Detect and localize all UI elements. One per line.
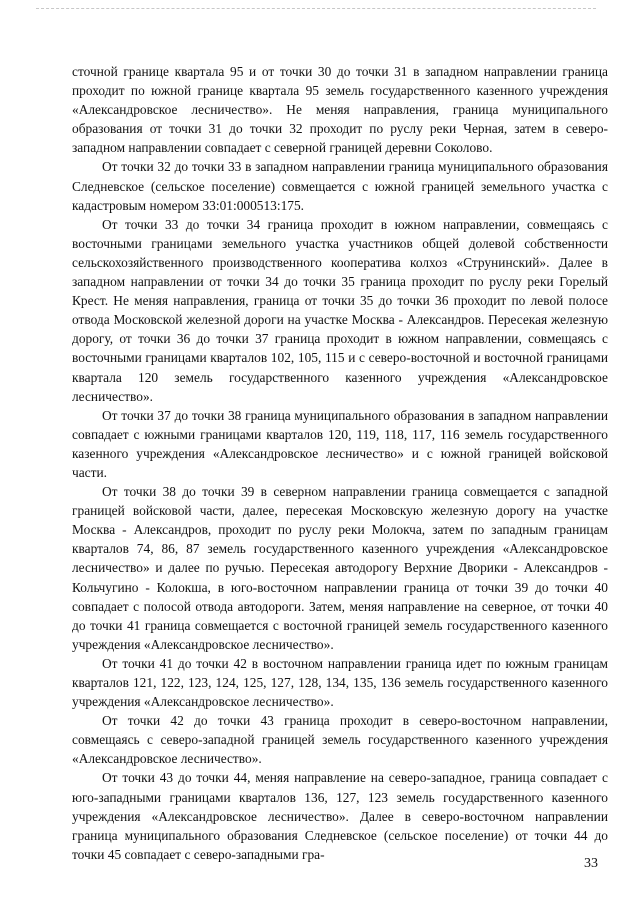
paragraph-2: От точки 32 до точки 33 в западном направлении граница муниципального образования Следневское (сельское поселение) совмещается с южной границей земельного участка с кадастровым номером 33:01:000513:175.: [72, 159, 608, 213]
paragraph-7: От точки 42 до точки 43 граница проходит в северо-восточном направлении, совмещаясь с северо-западной границей земель государственного казенного учреждения «Александровское лесничество».: [72, 713, 608, 767]
paragraph-4: От точки 37 до точки 38 граница муниципального образования в западном направлении совпадает с южными границами кварталов 120, 119, 118, 117, 116 земель государственного казенного учреждения «Александровское лесничество» и с южной границей войсковой части.: [72, 407, 608, 480]
paragraph-1: сточной границе квартала 95 и от точки 30 до точки 31 в западном направлении граница проходит по южной границе квартала 95 земель государственного казенного учреждения «Александровское лесничество». Не меняя направления, граница муниципального образования от точки 31 до точки 32 проходит по руслу реки Черная, затем в северо-западном направлении совпадает с северной границей деревни Соколово.: [72, 64, 608, 156]
body-text: [72, 62, 608, 864]
paragraph-8: От точки 43 до точки 44, меняя направление на северо-западное, граница совпадает с юго-западными границами кварталов 136, 127, 123 земель государственного казенного учреждения «Александровское лесничество». Далее в северо-восточном направлении граница муниципального образования Следневское (сельское поселение) от точки 44 до точки 45 совпадает с северо-западными гра-: [72, 770, 608, 862]
paragraph-5: От точки 38 до точки 39 в северном направлении граница совмещается с западной границей войсковой части, далее, пересекая Московскую железную дорогу на участке Москва - Александров, проходит по руслу реки Молокча, затем по западным границам кварталов 74, 86, 87 земель государственного казенного учреждения «Александровское лесничество» и далее по ручью. Пересекая автодорогу Верхние Дворики - Александров - Кольчугино - Колокша, в юго-восточном направлении граница от точки 39 до точки 40 совпадает с полосой отвода автодороги. Затем, меняя направление на северное, от точки 40 до точки 41 граница совмещается с восточной границей земель государственного казенного учреждения «Александровское лесничество».: [72, 484, 608, 652]
scan-top-edge: [36, 8, 596, 9]
paragraph-3: От точки 33 до точки 34 граница проходит в южном направлении, совмещаясь с восточными границами земельного участка участников общей долевой собственности сельскохозяйственного производственного кооператива колхоз «Струнинский». Далее в западном направлении от точки 34 до точки 35 граница проходит по руслу реки Горелый Крест. Не меняя направления, граница от точки 35 до точки 36 проходит по левой полосе отвода Московской железной дороги на участке Москва - Александров. Пересекая железную дорогу, от точки 36 до точки 37 граница проходит в южном направлении, совмещаясь с восточными границами кварталов 102, 105, 115 и с северо-восточной и восточной границами квартала 120 земель государственного казенного учреждения «Александровское лесничество».: [72, 216, 608, 404]
paragraph-6: От точки 41 до точки 42 в восточном направлении граница идет по южным границам кварталов 121, 122, 123, 124, 125, 127, 128, 134, 135, 136 земель государственного казенного учреждения «Александровское лесничество».: [72, 655, 608, 710]
page-number: 33: [584, 856, 598, 871]
